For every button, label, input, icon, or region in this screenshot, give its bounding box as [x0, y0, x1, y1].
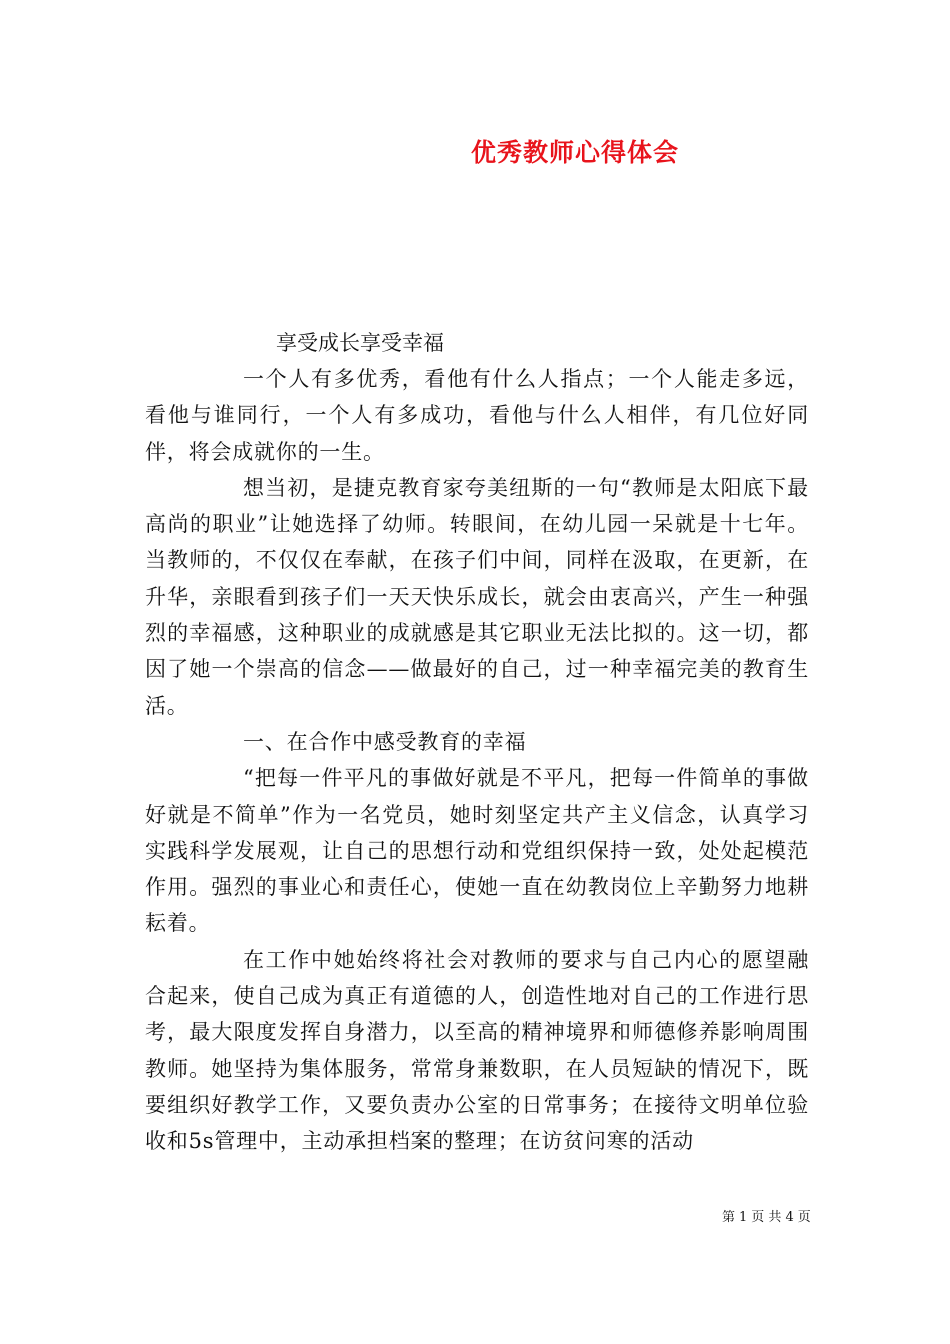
footer-middle: 页 共: [751, 1210, 782, 1225]
document-title: 优秀教师心得体会: [470, 138, 679, 167]
paragraph-work: 在工作中她始终将社会对教师的要求与自己内心的愿望融合起来，使自己成为真正有道德的人，创造性地对自己的工作进行思考，最大限度发挥自身潜力，以至高的精神境界和师德修养影响周围教师。她坚持为集体服务，常常身兼数职，在人员短缺的情况下，既要组织好教学工作，又要负责办公室的日常事务；在接待文明单位验收和5s管理中，主动承担档案的整理；在访贫问寒的活动: [145, 947, 809, 1154]
page-footer: [720, 1206, 813, 1225]
document-subtitle: 享受成长享受幸福: [276, 331, 444, 355]
document-body: [145, 361, 809, 1160]
footer-total-pages: 4: [785, 1210, 794, 1225]
footer-prefix: 第: [722, 1210, 736, 1225]
paragraph-career: 想当初，是捷克教育家夸美纽斯的一句“教师是太阳底下最高尚的职业”让她选择了幼师。转眼间，在幼儿园一呆就是十七年。当教师的，不仅仅在奉献，在孩子们中间，同样在汲取，在更新，在升华，亲眼看到孩子们一天天快乐成长，就会由衷高兴，产生一种强烈的幸福感，这种职业的成就感是其它职业无法比拟的。这一切，都因了她一个崇高的信念——做最好的自己，过一种幸福完美的教育生活。: [145, 475, 809, 718]
section-heading-cooperation: 一、在合作中感受教育的幸福: [243, 729, 527, 754]
footer-suffix: 页: [797, 1210, 811, 1225]
paragraph-intro: 一个人有多优秀，看他有什么人指点；一个人能走多远，看他与谁同行，一个人有多成功，看他与什么人相伴，有几位好同伴，将会成就你的一生。: [145, 367, 809, 464]
footer-page-number: 1: [739, 1210, 748, 1225]
paragraph-party-member: “把每一件平凡的事做好就是不平凡，把每一件简单的事做好就是不简单”作为一名党员，她时刻坚定共产主义信念，认真学习实践科学发展观，让自己的思想行动和党组织保持一致，处处起模范作用。强烈的事业心和责任心，使她一直在幼教岗位上辛勤努力地耕耘着。: [145, 766, 809, 936]
